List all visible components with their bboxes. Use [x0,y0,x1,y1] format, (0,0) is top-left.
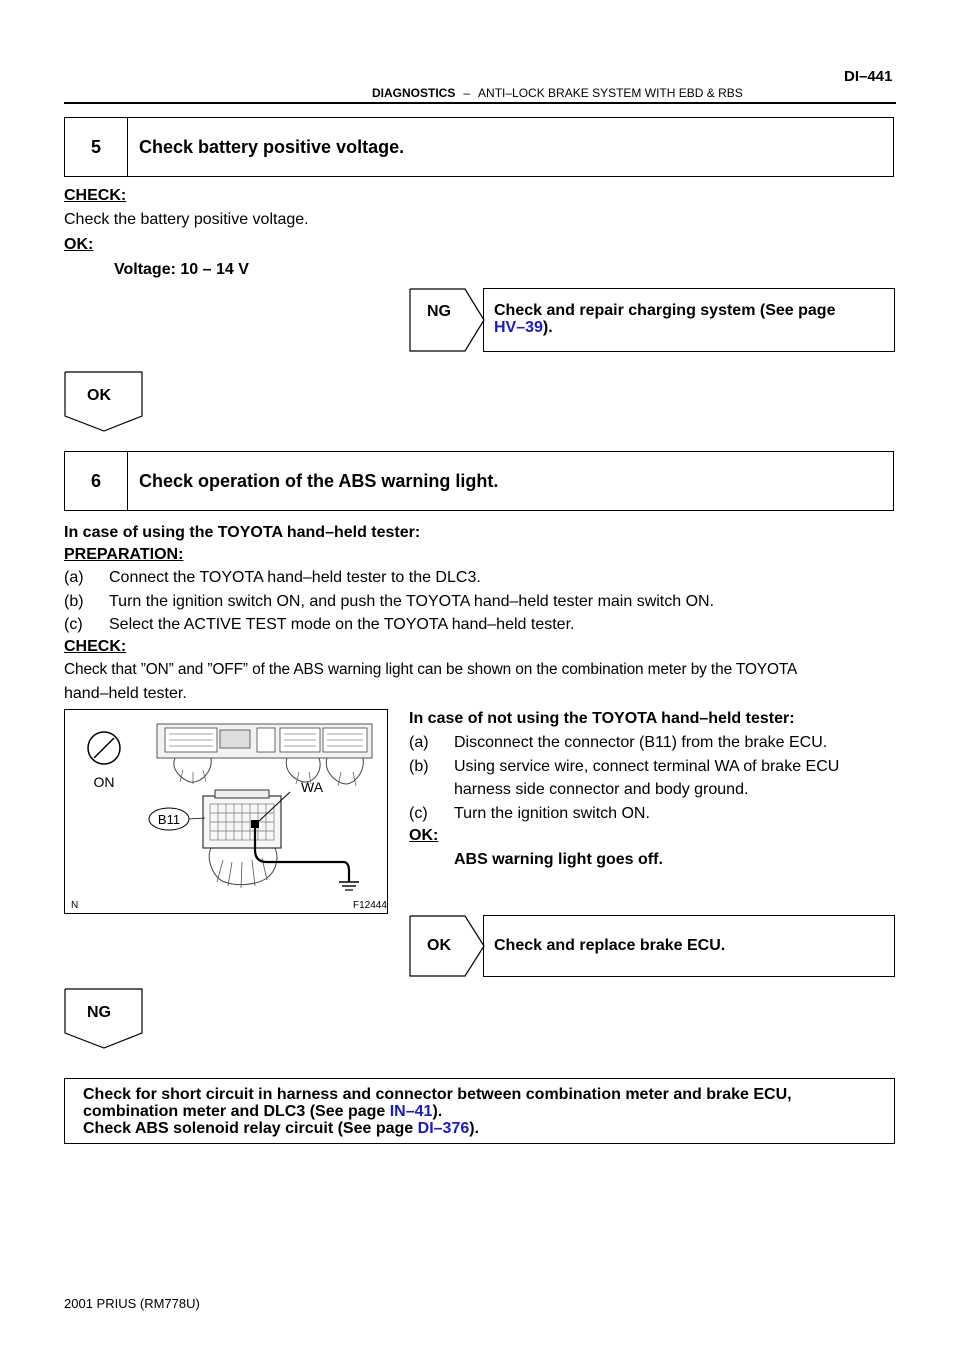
header-subtitle: ANTI–LOCK BRAKE SYSTEM WITH EBD & RBS [478,86,743,100]
final-link-in41[interactable]: IN–41 [389,1103,433,1120]
step-5-check-text: Check the battery positive voltage. [64,211,309,228]
no-tester-a-text: Disconnect the connector (B11) from the brake ECU. [454,734,828,751]
final-line-2: combination meter and DLC3 (See page [83,1103,390,1120]
prep-b-text: Turn the ignition switch ON, and push the TOYOTA hand–held tester main switch ON. [109,593,715,610]
figure-id: F12444 [353,900,387,911]
step-6-title: Check operation of the ABS warning light. [139,470,499,491]
prep-a-text: Connect the TOYOTA hand–held tester to the DLC3. [109,569,481,586]
figure-label-wa: WA [301,779,324,795]
ng-node-label: NG [87,1004,111,1021]
figure-label-on: ON [93,774,115,790]
ok-node-label: OK [87,387,111,404]
no-tester-b-marker: (b) [409,758,429,775]
no-tester-b-text: Using service wire, connect terminal WA of brake ECU [454,758,840,775]
figure-corner-mark: N [71,900,79,911]
ng-branch-result-box [483,288,895,352]
ng-branch-text-end: ). [542,319,553,336]
final-action-box [64,1078,895,1144]
ng-branch-label: NG [427,303,451,320]
page-number: DI–441 [844,68,893,85]
ok-branch-result-box [483,915,895,977]
case-using-tester: In case of using the TOYOTA hand–held tester: [64,524,421,541]
no-tester-a-marker: (a) [409,734,429,751]
step-6-check-label: CHECK: [64,638,127,655]
prep-c-text: Select the ACTIVE TEST mode on the TOYOTA hand–held tester. [109,616,575,633]
header-section: DIAGNOSTICS [372,86,456,100]
connector-illustration [65,710,387,913]
final-link-di376[interactable]: DI–376 [417,1120,470,1137]
step-5-title: Check battery positive voltage. [139,136,405,157]
step-6-box [64,451,894,511]
step-5-ok-value: Voltage: 10 – 14 V [114,261,249,278]
step-6-ok-label: OK: [409,827,439,844]
final-line-3-end: ). [469,1120,480,1137]
header-rule [64,102,896,104]
step-6-ok-value: ABS warning light goes off. [454,851,663,868]
final-line-1: Check for short circuit in harness and connector between combination meter and brake ECU, [83,1086,792,1103]
header-separator: – [463,86,471,100]
step-5-box [64,117,894,177]
no-tester-b-text-2: harness side connector and body ground. [454,781,749,798]
step-6-check-line-2: hand–held tester. [64,685,187,702]
running-header [372,86,743,100]
no-tester-c-marker: (c) [409,805,428,822]
ok-branch-label: OK [427,937,451,954]
step-6-check-line-1: Check that ”ON” and ”OFF” of the ABS warning light can be shown on the combination meter by the TOYOTA [64,661,798,678]
step-5-check-label: CHECK: [64,187,127,204]
prep-b-marker: (b) [64,593,84,610]
step-6-number: 6 [65,452,128,510]
ok-branch-text: Check and replace brake ECU. [494,937,726,954]
ng-branch-text: Check and repair charging system (See page [494,302,836,319]
ng-branch-page-link[interactable]: HV–39 [494,319,543,336]
final-line-3: Check ABS solenoid relay circuit (See page [83,1120,418,1137]
preparation-label: PREPARATION: [64,546,184,563]
case-not-using-tester: In case of not using the TOYOTA hand–held tester: [409,710,795,727]
connector-figure [64,709,388,914]
final-line-2-end: ). [432,1103,443,1120]
footer: 2001 PRIUS (RM778U) [64,1296,200,1311]
figure-label-b11: B11 [157,812,181,827]
step-5-number: 5 [65,118,128,176]
prep-c-marker: (c) [64,616,83,633]
no-tester-c-text: Turn the ignition switch ON. [454,805,650,822]
prep-a-marker: (a) [64,569,84,586]
step-5-ok-label: OK: [64,236,94,253]
